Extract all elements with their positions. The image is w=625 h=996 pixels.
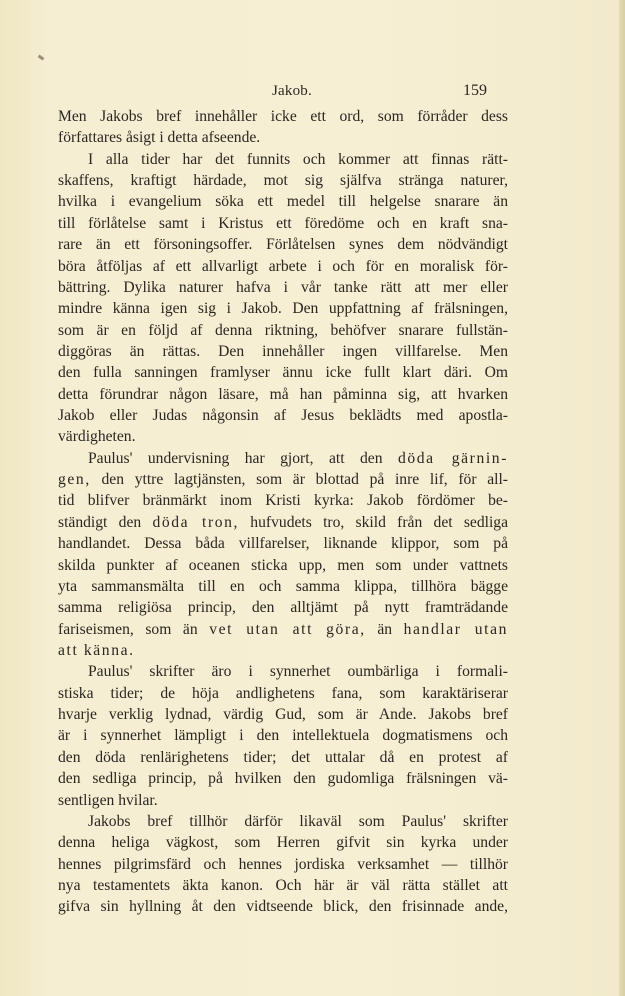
text-line: är i synnerhet lämpligt i den intellektuela dogmatismens och [58,727,508,745]
text-line: nya testamentets äkta kanon. Och här är väl rätta stället att [58,876,508,894]
text-line: Jakobs bref tillhör därför likaväl som Paulus' skrifter [88,812,508,830]
page-number: 159 [463,82,487,99]
text-line: handlandet. Dessa båda villfarelser, liknande klippor, som på [58,535,508,553]
text-line: hvarje verklig lydnad, värdig Gud, som är Ande. Jakobs bref [58,706,508,724]
text-line: samma religiösa princip, den alltjämt på nytt framträdande [58,599,508,617]
text-line: tid blifver bränmärkt inom Kristi kyrka: Jakob fördömer be- [58,492,508,510]
text-run: den yttre lagtjänsten, som är blottad på inre lif, för all- [90,471,508,489]
text-line: sentligen hvilar. [58,791,158,809]
text-line: detta förundrar någon läsare, må han påminna sig, att hvarken [58,385,508,403]
text-line: hennes pilgrimsfärd och hennes jordiska verksamhet — tillhör [58,855,508,873]
body-text [58,106,508,918]
text-line: skaffens, kraftigt härdade, mot sig själfva stränga naturer, [58,172,508,190]
running-head: Jakob. [272,83,312,99]
spaced-emphasis: vet utan att göra, [209,620,366,638]
text-line: den fulla sanningen framlyser ännu icke fullt klart däri. Om [58,364,508,382]
text-run: än [365,620,404,638]
text-line: som är en följd af denna riktning, behöfver snarare fullstän- [58,321,508,339]
page-edge [619,0,625,996]
text-line [58,448,508,469]
text-run: fariseismen, som än [58,620,210,638]
text-line: Jakob eller Judas någonsin af Jesus beklädts med apostla- [58,407,508,425]
text-line: den sedliga princip, på hvilken den gudomliga frälsningen vä- [58,770,508,788]
text-line: Paulus' skrifter äro i synnerhet oumbärliga i formali- [88,663,508,681]
text-line: skilda punkter af oceanen sticka upp, men som under vattnets [58,556,508,574]
text-line: rare än ett försoningsoffer. Förlåtelsen synes dem nödvändigt [58,236,508,254]
spaced-emphasis: döda gärnin- [397,449,508,467]
text-line: till förlåtelse samt i Kristus ett föredöme och en kraft sna- [58,214,508,232]
text-line [58,619,508,640]
text-line: den döda renlärighetens tider; det uttalar då en protest af [58,748,508,766]
text-line: hvilka i evangelium söka ett medel till helgelse snarare än [58,193,508,211]
text-line: Men Jakobs bref innehåller icke ett ord, som förråder dess [58,108,508,125]
text-line: gifva sin hyllning åt den vidtseende blick, den frisinnade ande, [58,898,508,916]
text-line: mindre känna igen sig i Jakob. Den uppfattning af frälsningen, [58,300,508,318]
text-line: stiska tider; de höja andlighetens fana, som karaktäriserar [58,684,508,702]
spaced-emphasis: att känna. [58,641,135,659]
text-line: värdigheten. [58,428,136,446]
text-line: yta sammansmälta till en och samma klippa, tillhöra bägge [58,577,508,595]
text-line [58,512,508,533]
text-line: bättring. Dylika naturer hafva i vår tanke rätt att mer eller [58,278,508,296]
text-line [58,640,508,661]
text-run: ständigt den [58,513,153,531]
text-line [58,469,508,490]
text-run: hufvudets tro, skild från det sedliga [239,513,509,531]
text-line: I alla tider har det funnits och kommer att finnas rätt- [88,150,508,168]
text-line: diggöras än rättas. Den innehåller ingen villfarelse. Men [58,342,508,360]
text-run: Paulus' undervisning har gjort, att den [88,449,398,467]
text-line: denna heliga vägkost, som Herren gifvit sin kyrka under [58,834,508,852]
text-line: böra åtföljas af ett allvarligt arbete i och för en moralisk för- [58,257,508,275]
text-line: författares åsigt i detta afseende. [58,129,261,147]
ink-mark [38,55,45,61]
spaced-emphasis: gen, [58,471,91,489]
spaced-emphasis: döda tron, [152,513,240,531]
spaced-emphasis: handlar utan [403,620,509,638]
